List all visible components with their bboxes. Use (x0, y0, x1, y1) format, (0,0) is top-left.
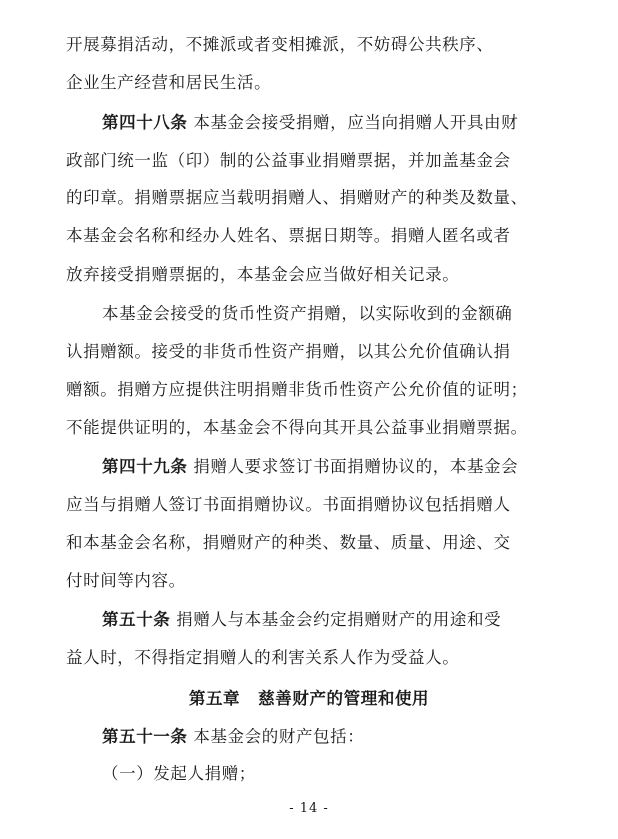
paragraph-monetary-line-2: 认捐赠额。接受的非货币性资产捐赠，以其公允价值确认捐 (66, 342, 511, 361)
article-48-number: 第四十八条 (102, 113, 188, 132)
article-48-line-3: 的印章。捐赠票据应当载明捐赠人、捐赠财产的种类及数量、 (66, 188, 528, 207)
page-number: - 14 - (289, 801, 329, 816)
article-50-line-1 (102, 609, 552, 631)
article-50-line-1-text: 捐赠人与本基金会约定捐赠财产的用途和受 (176, 610, 502, 629)
article-51-line-1 (102, 726, 552, 748)
article-49-line-4: 付时间等内容。 (66, 571, 186, 590)
article-51-number: 第五十一条 (102, 727, 188, 746)
article-49-line-2: 应当与捐赠人签订书面捐赠协议。书面捐赠协议包括捐赠人 (66, 495, 511, 514)
paragraph-1-line-2: 企业生产经营和居民生活。 (66, 73, 272, 92)
article-48-line-5: 放弃接受捐赠票据的，本基金会应当做好相关记录。 (66, 265, 460, 284)
chapter-5-title: 慈善财产的管理和使用 (258, 689, 430, 708)
paragraph-monetary-line-4: 不能提供证明的，本基金会不得向其开具公益事业捐赠票据。 (66, 418, 528, 437)
article-50-number: 第五十条 (102, 610, 171, 629)
article-49-line-3: 和本基金会名称，捐赠财产的种类、数量、质量、用途、交 (66, 533, 511, 552)
paragraph-monetary-line-1: 本基金会接受的货币性资产捐赠，以实际收到的金额确 (102, 304, 513, 323)
article-48-line-2: 政部门统一监（印）制的公益事业捐赠票据，并加盖基金会 (66, 151, 511, 170)
article-48-line-4: 本基金会名称和经办人姓名、票据日期等。捐赠人匿名或者 (66, 226, 511, 245)
article-49-line-1 (102, 456, 552, 478)
article-51-line-1-text: 本基金会的财产包括： (193, 727, 365, 746)
chapter-5-number: 第五章 (188, 689, 241, 708)
article-49-number: 第四十九条 (102, 457, 188, 476)
article-49-line-1-text: 捐赠人要求签订书面捐赠协议的，本基金会 (193, 457, 519, 476)
article-48-line-1-text: 本基金会接受捐赠，应当向捐赠人开具由财 (193, 113, 519, 132)
article-50-line-2: 益人时，不得指定捐赠人的利害关系人作为受益人。 (66, 648, 460, 667)
chapter-5-heading (0, 688, 618, 710)
paragraph-1-line-1: 开展募捐活动，不摊派或者变相摊派，不妨碍公共秩序、 (66, 35, 494, 54)
paragraph-monetary-line-3: 赠额。捐赠方应提供注明捐赠非货币性资产公允价值的证明； (66, 380, 528, 399)
article-48-line-1 (102, 112, 552, 134)
article-51-item-1: （一）发起人捐赠； (102, 764, 256, 783)
